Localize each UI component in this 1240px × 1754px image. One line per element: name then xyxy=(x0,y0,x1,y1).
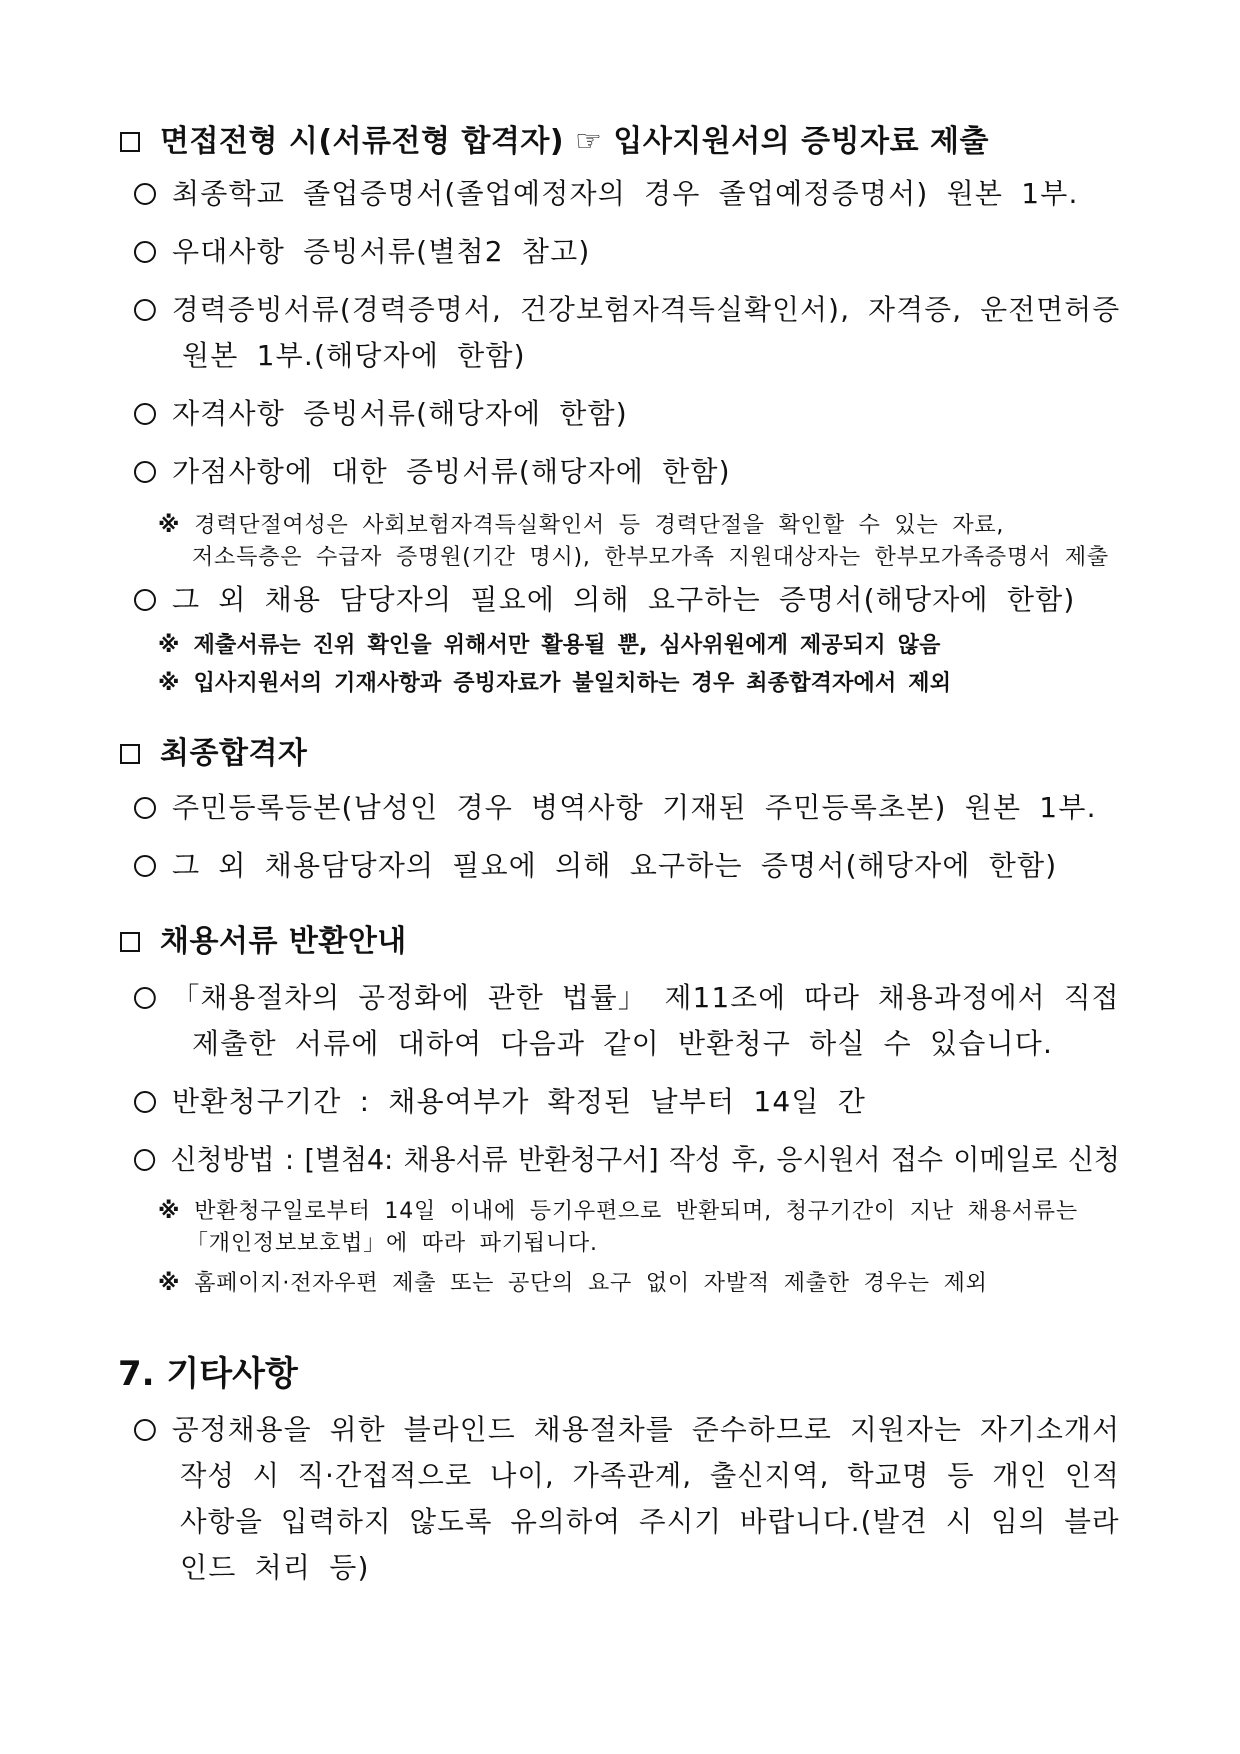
interview-item-1: 최종학교 졸업증명서(졸업예정자의 경우 졸업예정증명서) 원본 1부. xyxy=(134,172,1079,212)
return-note-1-cont: 「개인정보보호법」에 따라 파기됩니다. xyxy=(186,1231,598,1256)
circle-bullet-icon xyxy=(134,183,156,205)
interview-item-5: 가점사항에 대한 증빙서류(해당자에 한함) xyxy=(134,450,731,490)
section-7-line-3: 사항을 입력하지 않도록 유의하여 주시기 바랍니다.(발견 시 임의 블라 xyxy=(180,1505,1120,1538)
section-7-heading: 7. 기타사항 xyxy=(118,1354,298,1394)
return-heading: 채용서류 반환안내 xyxy=(120,916,407,960)
circle-bullet-icon xyxy=(134,461,156,483)
interview-note-2: ※ 제출서류는 진위 확인을 위해서만 활용될 뿐, 심사위원에게 제공되지 않음 xyxy=(158,633,941,658)
return-item-3: 신청방법 : [별첨4: 채용서류 반환청구서] 작성 후, 응시원서 접수 이메일로 신청 xyxy=(134,1138,1120,1178)
interview-item-4: 자격사항 증빙서류(해당자에 한함) xyxy=(134,392,628,432)
square-bullet-icon xyxy=(120,932,140,952)
circle-bullet-icon xyxy=(134,855,156,877)
interview-heading: 면접전형 시(서류전형 합격자) ☞ 입사지원서의 증빙자료 제출 xyxy=(120,116,989,160)
reference-mark: ※ xyxy=(158,1271,181,1296)
return-note-2: ※ 홈페이지·전자우편 제출 또는 공단의 요구 없이 자발적 제출한 경우는 제외 xyxy=(158,1271,988,1296)
final-item-1: 주민등록등본(남성인 경우 병역사항 기재된 주민등록초본) 원본 1부. xyxy=(134,786,1097,826)
circle-bullet-icon xyxy=(134,403,156,425)
circle-bullet-icon xyxy=(134,987,156,1009)
return-item-1-cont: 제출한 서류에 대하여 다음과 같이 반환청구 하실 수 있습니다. xyxy=(192,1027,1054,1060)
final-item-2: 그 외 채용담당자의 필요에 의해 요구하는 증명서(해당자에 한함) xyxy=(134,844,1057,884)
final-heading: 최종합격자 xyxy=(120,728,307,772)
circle-bullet-icon xyxy=(134,589,156,611)
reference-mark: ※ xyxy=(158,513,181,538)
interview-item-3-cont: 원본 1부.(해당자에 한함) xyxy=(182,339,526,372)
circle-bullet-icon xyxy=(134,299,156,321)
interview-item-2: 우대사항 증빙서류(별첨2 참고) xyxy=(134,230,590,270)
circle-bullet-icon xyxy=(134,1419,156,1441)
interview-note-3: ※ 입사지원서의 기재사항과 증빙자료가 불일치하는 경우 최종합격자에서 제외 xyxy=(158,671,952,696)
circle-bullet-icon xyxy=(134,241,156,263)
return-note-1: ※ 반환청구일로부터 14일 이내에 등기우편으로 반환되며, 청구기간이 지난 채용서류는 xyxy=(158,1199,1078,1224)
reference-mark: ※ xyxy=(158,633,180,658)
interview-item-6: 그 외 채용 담당자의 필요에 의해 요구하는 증명서(해당자에 한함) xyxy=(134,578,1076,618)
reference-mark: ※ xyxy=(158,1199,181,1224)
return-item-1: 「채용절차의 공정화에 관한 법률」 제11조에 따라 채용과정에서 직접 xyxy=(134,976,1120,1016)
interview-note-1-cont: 저소득층은 수급자 증명원(기간 명시), 한부모가족 지원대상자는 한부모가족증명서 제출 xyxy=(192,545,1109,570)
section-7-item: 공정채용을 위한 블라인드 채용절차를 준수하므로 지원자는 자기소개서 xyxy=(134,1408,1120,1448)
square-bullet-icon xyxy=(120,132,140,152)
interview-note-1: ※ 경력단절여성은 사회보험자격득실확인서 등 경력단절을 확인할 수 있는 자료, xyxy=(158,513,1005,538)
section-7-line-2: 작성 시 직·간접적으로 나이, 가족관계, 출신지역, 학교명 등 개인 인적 xyxy=(180,1459,1120,1492)
interview-item-3: 경력증빙서류(경력증명서, 건강보험자격득실확인서), 자격증, 운전면허증 xyxy=(134,288,1120,328)
square-bullet-icon xyxy=(120,744,140,764)
circle-bullet-icon xyxy=(134,1091,156,1113)
section-7-line-4: 인드 처리 등) xyxy=(180,1551,370,1584)
circle-bullet-icon xyxy=(134,1149,155,1171)
return-item-2: 반환청구기간 : 채용여부가 확정된 날부터 14일 간 xyxy=(134,1080,866,1120)
reference-mark: ※ xyxy=(158,671,180,696)
circle-bullet-icon xyxy=(134,797,156,819)
